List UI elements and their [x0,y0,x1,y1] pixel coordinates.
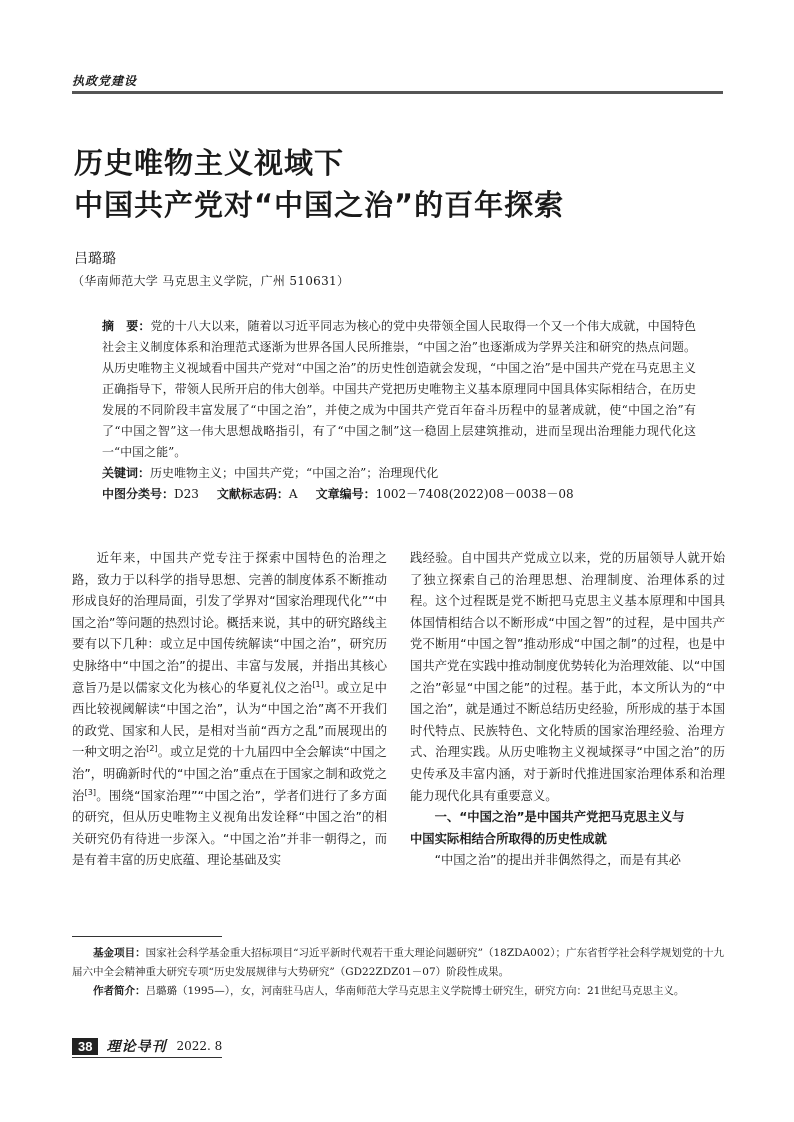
issue-date: 2022. 8 [176,1039,223,1053]
doc-code-value: A [288,487,298,501]
body-column-left [72,548,387,872]
page-footer [72,1036,222,1056]
body-text: 。或立足党的十九届四中全会解读“中国之治”，明确新时代的“中国之治”重点在于国家之制和政党之治 [72,745,387,803]
body-text: 近年来，中国共产党专注于探索中国特色的治理之路，致力于以科学的指导思想、完善的制度体系不断推动形成良好的治理局面，引发了学界对“国家治理现代化”“中国之治”等问题的热烈讨论。概括来说，其中的研究路线主要有以下几种：或立足中国传统解读“中国之治”，研究历史脉络中“中国之治”的提出、丰富与发展，并指出其核心意旨乃是以儒家文化为核心的华夏礼仪之治 [72,551,387,695]
title-line-2: 中国共产党对“中国之治”的百年探索 [74,188,565,222]
abstract-block [102,316,696,505]
abstract-text: 党的十八大以来，随着以习近平同志为核心的党中央带领全国人民取得一个又一个伟大成就，中国特色社会主义制度体系和治理范式逐渐为世界各国人民所推崇，“中国之治”也逐渐成为学界关注和研究的热点问题。从历史唯物主义视域看中国共产党对“中国之治”的历史性创造就会发现，“中国之治”是中国共产党在马克思主义正确指导下，带领人民所开启的伟大创举。中国共产党把历史唯物主义基本原理同中国具体实际相结合，在历史发展的不同阶段丰富发展了“中国之治”，并使之成为中国共产党百年奋斗历程中的显著成就，使“中国之治”有了“中国之智”这一伟大思想战略指引，有了“中国之制”这一稳固上层建筑推动，进而呈现出治理能力现代化这一“中国之能”。 [102,319,696,459]
section-label: 执政党建设 [72,74,138,88]
body-paragraph: 践经验。自中国共产党成立以来，党的历届领导人就开始了独立探索自己的治理思想、治理制度、治理体系的过程。这个过程既是党不断把马克思主义基本原理和中国具体国情相结合以不断形成“中国之智”的过程，是中国共产党不断用“中国之智”推动形成“中国之制”的过程，也是中国共产党在实践中推动制度优势转化为治理效能、以“中国之治”彰显“中国之能”的过程。基于此，本文所认为的“中国之治”，就是通过不断总结历史经验，所形成的基于本国时代特点、民族特色、文化特质的国家治理经验、治理方式、治理实践。从历史唯物主义视域探寻“中国之治”的历史传承及丰富内涵，对于新时代推进国家治理体系和治理能力现代化具有重要意义。 [410,551,725,803]
classification-row [102,484,696,505]
clc-value: D23 [174,487,199,501]
page-number: 38 [72,1038,98,1055]
reference-3[interactable]: [3] [84,787,96,797]
author-note [72,982,724,1001]
footnote-rule [72,936,222,937]
body-column-right [410,548,725,872]
section-heading-line-1: 一、“中国之治”是中国共产党把马克思主义与 [434,810,685,825]
footer-rule [72,1057,222,1058]
body-text: 。或立足中西比较视阈解读“中国之治”，认为“中国之治”离不开我们的政党、国家和人民，是相对当前“西方之乱”而展现出的一种文明之治 [72,680,387,760]
article-no-label: 文章编号： [315,487,376,501]
keywords-text: 历史唯物主义；中国共产党；“中国之治”；治理现代化 [150,466,439,480]
author-affiliation: （华南师范大学 马克思主义学院，广州 510631） [72,274,350,288]
journal-name: 理论导刊 [106,1039,167,1055]
footnotes [72,944,724,1001]
section-heading [410,807,725,850]
clc-label: 中图分类号： [102,487,175,501]
reference-1[interactable]: [1] [312,679,324,689]
fund-label: 基金项目： [93,947,146,959]
author-bio-label: 作者简介： [93,985,146,997]
section-heading-line-2: 中国实际相结合所取得的历史性成就 [410,831,607,846]
body-text: 。围绕“国家治理”“中国之治”，学者们进行了多方面的研究，但从历史唯物主义视角出发诠释“中国之治”的相关研究仍有待进一步深入。“中国之治”并非一朝得之，而是有着丰富的历史底蕴、理论基础及实 [72,788,387,868]
body-paragraph [72,548,387,872]
keywords-label: 关键词： [102,466,151,480]
title-line-1: 历史唯物主义视域下 [74,146,345,180]
body-paragraph: “中国之治”的提出并非偶然得之，而是有其必 [434,853,681,868]
doc-code-label: 文献标志码： [216,487,289,501]
article-title [74,142,714,226]
article-no-value: 1002－7408(2022)08－0038－08 [375,487,574,501]
abstract-label: 摘 要： [102,319,151,333]
author-name: 吕璐璐 [74,251,116,267]
header-rule [72,91,723,94]
abstract [102,316,696,463]
fund-note [72,944,724,982]
reference-2[interactable]: [2] [146,744,158,754]
author-bio-text: 吕璐璐（1995—），女，河南驻马店人，华南师范大学马克思主义学院博士研究生，研究方向：21世纪马克思主义。 [145,985,685,997]
keywords-row [102,463,696,484]
fund-text: 国家社会科学基金重大招标项目“习近平新时代观若干重大理论问题研究”（18ZDA002）；广东省哲学社会科学规划党的十九届六中全会精神重大研究专项“历史发展规律与大势研究”（GD22ZDZ01－07）阶段性成果。 [72,947,725,978]
